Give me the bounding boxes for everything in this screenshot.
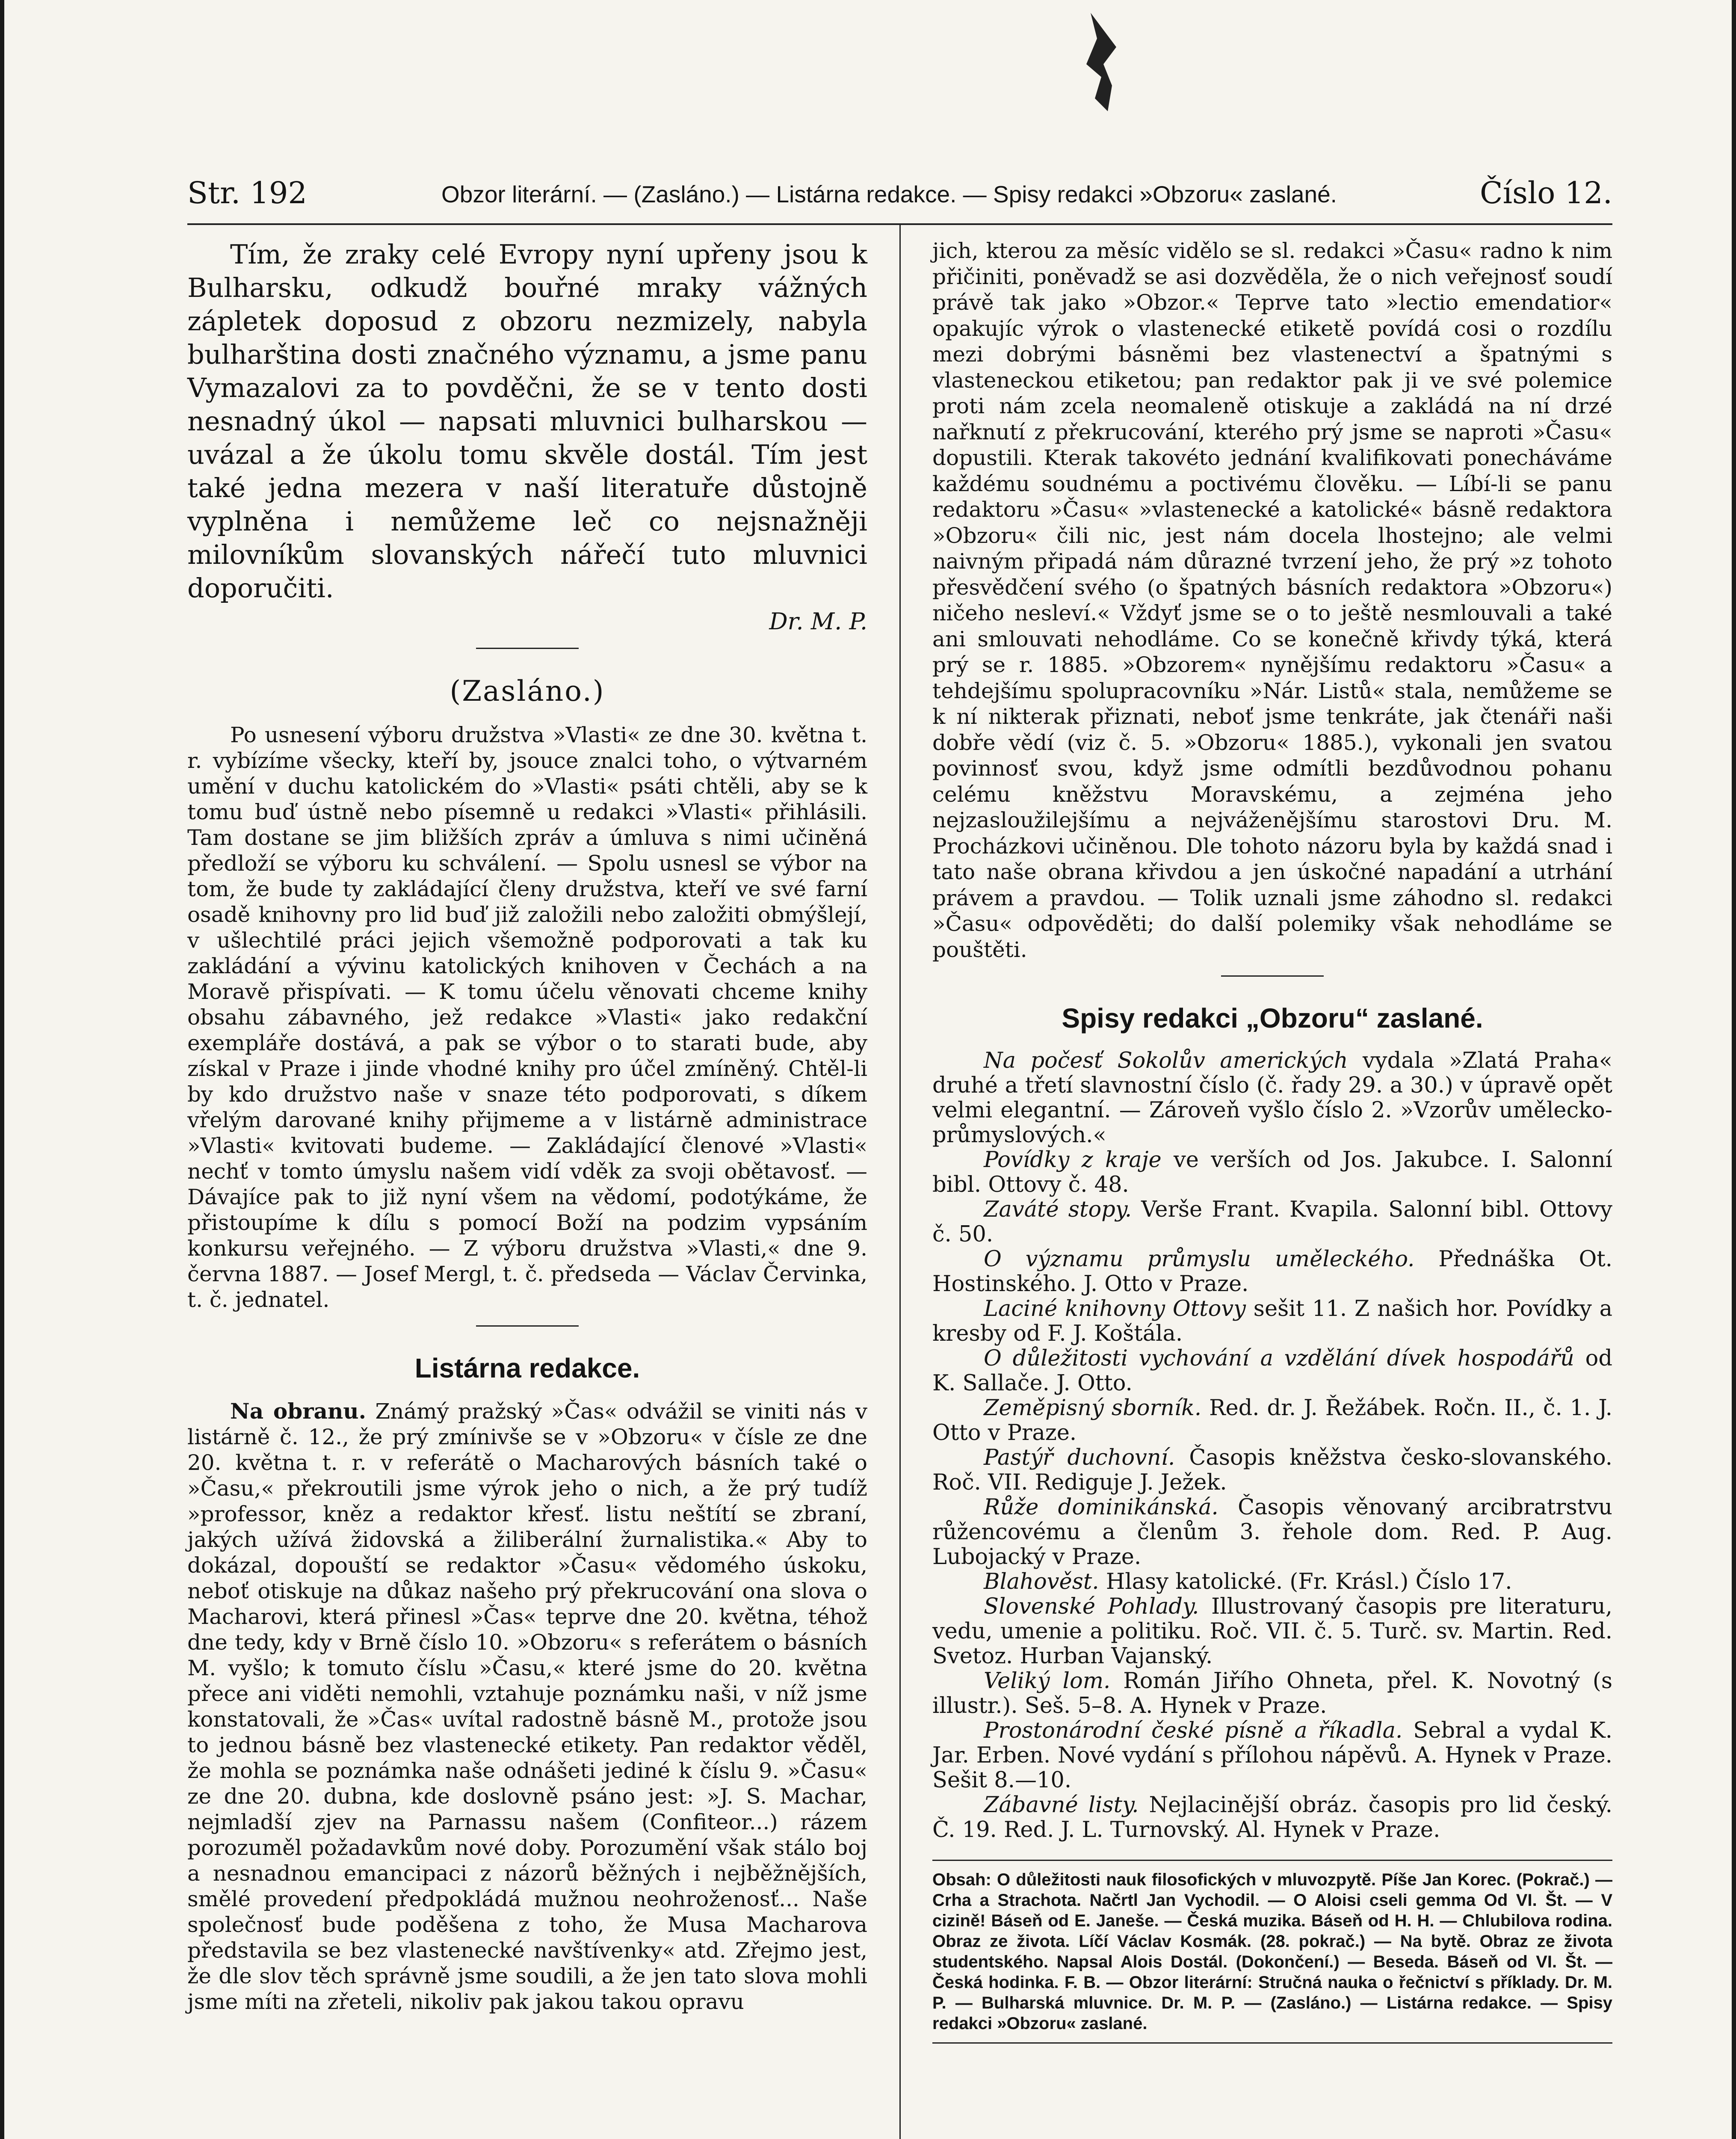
list-item: O významu průmyslu uměleckého. Přednáška Ot. Hostinského. J. Otto v Praze. [932, 1247, 1612, 1297]
list-item: Pastýř duchovní. Časopis kněžstva česko-slovanského. Roč. VII. Rediguje J. Ježek. [932, 1445, 1612, 1495]
section-divider [476, 648, 579, 649]
section-divider [1221, 975, 1324, 977]
contents-text: Obsah: O důležitosti nauk filosofických v mluvozpytě. Píše Jan Korec. (Pokrač.) — Crha a Strachota. Načrtl Jan Vychodil. — O Aloisi cseli gemma Od VI. Št. — V cizině! Báseň od E. Janeše. — Česká muzika. Báseň od H. H. — Chlubilova rodina. Obraz ze života. Líčí Václav Kosmák. (28. pokrač.) — Na bytě. Obraz ze života studentského. Napsal Alois Dostál. (Dokončení.) — Beseda. Báseň od VI. Št. — Česká hodinka. F. B. — Obzor literární: Stručná nauka o řečnictví s příklady. Dr. M. P. — Bulharská mluvnice. Dr. M. P. — (Zasláno.) — Listárna redakce. — Spisy redakci »Obzoru« zaslané. [932, 1870, 1612, 2033]
list-item: Slovenské Pohlady. Illustrovaný časopis pre literaturu, vedu, umenie a politiku. Roč. VII. č. 5. Turč. sv. Martin. Red. Svetoz. Hurban Vajanský. [932, 1594, 1612, 1669]
list-item: Růže dominikánská. Časopis věnovaný arcibratrstvu růžencovému a členům 3. řehole dom. Red. P. Aug. Lubojacký v Praze. [932, 1495, 1613, 1570]
listarna-section [187, 1398, 867, 2015]
running-header [187, 171, 1612, 218]
running-title: Obzor literární. — (Zasláno.) — Listárna redakce. — Spisy redakci »Obzoru« zaslané. [441, 181, 1337, 207]
page-number: Str. 192 [187, 175, 307, 210]
listarna-lead-in: Na obranu. [230, 1398, 367, 1424]
spisy-heading: Spisy redakci „Obzoru“ zaslané. [1062, 1003, 1483, 1034]
list-item: Veliký lom. Román Jiřího Ohneta, přel. K. Novotný (s illustr.). Seš. 5–8. A. Hynek v Praze. [932, 1668, 1613, 1718]
review-ending [187, 238, 867, 635]
section-divider [476, 1325, 579, 1327]
left-column [187, 238, 879, 2139]
zaslano-section [187, 722, 867, 1312]
page [187, 171, 1612, 2139]
left-page-edge [0, 0, 4, 2139]
list-item: Na počesť Sokolův amerických vydala »Zlatá Praha« druhé a třetí slavnostní číslo (č. řady 29. a 30.) v úpravě opět velmi elegantní. — Zároveň vyšlo číslo 2. »Vzorův umělecko-průmyslových.« [932, 1048, 1612, 1148]
column-divider [899, 225, 901, 2139]
listarna-continued-text: jich, kterou za měsíc vidělo se sl. redakci »Času« radno k nim přičiniti, poněvadž se asi dozvěděla, že o nich veřejnosť soudí právě tak jako »Obzor.« Teprve tato »lectio emendatior« opakujíc výrok o vlastenecké etiketě povídá cosi o rozdílu mezi dobrými básněmi bez vlastenectví a špatnými s vlasteneckou etiketou; pan redaktor pak ji ve své polemice proti nám zcela neomaleně otiskuje a zakládá na ní drzé nařknutí z překrucování, kterého prý jsme se naproti »Času« dopustili. Kterak takovéto jednání kvalifikovati ponecháváme každému soudnému a poctivému člověku. — Líbí-li se panu redaktoru »Času« »vlastenecké a katolické« básně redaktora »Obzoru« čili nic, jest nám docela lhostejno; ale velmi naivným připadá nám důrazné tvrzení jeho, že prý »z tohoto přesvědčení svého (o špatných básních redaktora »Obzoru«) ničeho nesleví.« Vždyť jsme se o to ještě nesmlouvali a také ani smlouvati nehodláme. Co se konečně křivdy týká, která prý se r. 1885. »Obzorem« nynějšímu redaktoru »Času« a tehdejšímu spolupracovníku »Nár. Listů« stala, nemůžeme se k ní nikterak přiznati, neboť jsme tenkráte, jak čtenáři naši dobře vědí (viz č. 5. »Obzoru« 1885.), vykonali jen svatou povinnosť svou, když jsme odmítli bezdůvodnou pohanu celému kněžstvu Moravskému, a zejména jeho nejzasloužilejšímu a nejváženějšímu starostovi Dru. M. Procházkovi učiněnou. Dle tohoto názoru byla by každá snad i tato naše obrana křivdou a jen úskočné napadání a utrhání právem a pravdou. — Tolik uznali jsme záhodno sl. redakci »Času« odpověděti; do další polemiky však nehodláme se pouštěti. [932, 238, 1612, 962]
right-column [920, 238, 1612, 2139]
right-page-edge [1732, 0, 1736, 2139]
list-item: O důležitosti vychování a vzdělání dívek hospodářů od K. Sallače. J. Otto. [932, 1346, 1612, 1396]
listarna-text [187, 1398, 867, 2015]
listarna-body: Známý pražský »Čas« odvážil se viniti nás v listárně č. 12., že prý zmínivše se v »Obzoru« v čísle ze dne 20. května t. r. v referátě o Macharových básních také o »Času,« překroutili jsme výrok jeho o nich, a že prý tudíž »professor, kněz a redaktor křesť. listu neštítí se zbraní, jakých užívá židovská a žiliberální žurnalistika.« Aby to dokázal, dopouští se redaktor »Času« vědomého úskoku, neboť otiskuje na důkaz našeho prý překrucování ona slova o Macharovi, která přinesl »Čas« teprve dne 20. května, téhož dne tedy, kdy v Brně číslo 10. »Obzoru« s referátem o básních M. vyšlo; k tomuto číslu »Času,« které jsme do 20. května přece ani viděti nemohli, vztahuje poznámku naši, v níž jsme konstatovali, že »Čas« uvítal radostně básně M., protože jsou to jednou básně bez vlastenecké etikety. Pan redaktor věděl, že mohla se poznámka naše odnášeti jediné k číslu 9. »Času« ze dne 20. dubna, kde doslovně psáno jest: »J. S. Machar, nejmladší zjev na Parnassu našem (Confiteor...) rázem porozuměl požadavkům nové doby. Porozumění však stálo boj a nesnadnou emancipaci z názorů běžných i nejběžnějších, smělé provedení předpokládá mužnou neohroženosť... Naše společnosť bude poděšena z toho, že Musa Macharova představila se bez vlastenecké navštívenky« atd. Zřejmo jest, že dle slov těch správně jsme soudili, a že jen tato slova mohli jsme míti na zřeteli, nikoliv pak jakou takou opravu [187, 1399, 868, 2014]
list-item: Zeměpisný sborník. Red. dr. J. Řežábek. Ročn. II., č. 1. J. Otto v Praze. [932, 1395, 1613, 1446]
list-item: Zábavné listy. Nejlacinější obráz. časopis pro lid český. Č. 19. Red. J. L. Turnovský. Al. Hynek v Praze. [932, 1792, 1612, 1843]
contents-box [932, 1860, 1612, 2044]
list-item: Blahověst. Hlasy katolické. (Fr. Krásl.) Číslo 17. [984, 1569, 1512, 1594]
listarna-continued [932, 238, 1612, 963]
issue-number: Číslo 12. [1480, 175, 1612, 210]
list-item: Prostonárodní české písně a říkadla. Sebral a vydal K. Jar. Erben. Nové vydání s přílohou nápěvů. A. Hynek v Praze. Sešit 8.—10. [932, 1718, 1612, 1793]
spisy-list [932, 1049, 1612, 1843]
zaslano-text: Po usnesení výboru družstva »Vlasti« ze dne 30. května t. r. vybízíme všecky, kteří by, jsouce znalci toho, o výtvarném umění v duchu katolickém do »Vlasti« psáti chtěli, aby se k tomu buď ústně nebo písemně u redakci »Vlasti« přihlásili. Tam dostane se jim bližších zpráv a úmluva s nimi učiněná předloží se výboru ku schválení. — Spolu usnesl se výbor na tom, že bude ty zakládající členy družstva, kteří ve své farní osadě knihovny pro lid buď již založili nebo založiti obmýšlejí, v ušlechtilé práci jejich všemožně podporovati a tak ku zakládání a vývinu katolických knihoven v Čechách a na Moravě přispívati. — K tomu účelu věnovati chceme knihy obsahu zábavného, jež redakce »Vlasti« jako redakční exempláře dostává, a pak se výbor o to starati bude, aby získal v Praze i jinde vhodné knihy pro účel zmíněný. Chtěl-li by kdo družstvo naše v snaze této podporovati, s díkem vřelým darované knihy přijmeme a v listárně administrace »Vlasti« kvitovati budeme. — Zakládající členové »Vlasti« nechť v tomto úmyslu našem vidí vděk za svoji obětavosť. — Dávajíce pak to již nyní všem na vědomí, podotýkáme, že přistoupíme k dílu s pomocí Boží na podzim vypsáním konkursu veřejného. — Z výboru družstva »Vlasti,« dne 9. června 1887. — Josef Mergl, t. č. předseda — Václav Červinka, t. č. jednatel. [187, 723, 867, 1312]
ink-blot-mark [1061, 13, 1133, 111]
list-item: Povídky z kraje ve verších od Jos. Jakubce. I. Salonní bibl. Ottovy č. 48. [932, 1147, 1612, 1197]
listarna-heading: Listárna redakce. [414, 1353, 640, 1384]
zaslano-heading: (Zasláno.) [450, 675, 605, 708]
list-item: Laciné knihovny Ottovy sešit 11. Z našich hor. Povídky a kresby od F. J. Koštála. [932, 1296, 1613, 1346]
review-text: Tím, že zraky celé Evropy nyní upřeny jsou k Bulharsku, odkudž bouřné mraky vážných zápletek doposud z obzoru nezmizely, nabyla bulharština dosti značného významu, a jsme panu Vymazalovi za to povděčni, že se v tento dosti nesnadný úkol — napsati mluvnici bulharskou — uvázal a že úkolu tomu skvěle dostál. Tím jest také jedna mezera v naší literatuře důstojně vyplněna i nemůžeme leč co nejsnažněji milovníkům slovanských nářečí tuto mluvnici doporučiti. [187, 239, 867, 604]
list-item: Zaváté stopy. Verše Frant. Kvapila. Salonní bibl. Ottovy č. 50. [932, 1197, 1612, 1247]
review-signature: Dr. M. P. [769, 608, 867, 635]
